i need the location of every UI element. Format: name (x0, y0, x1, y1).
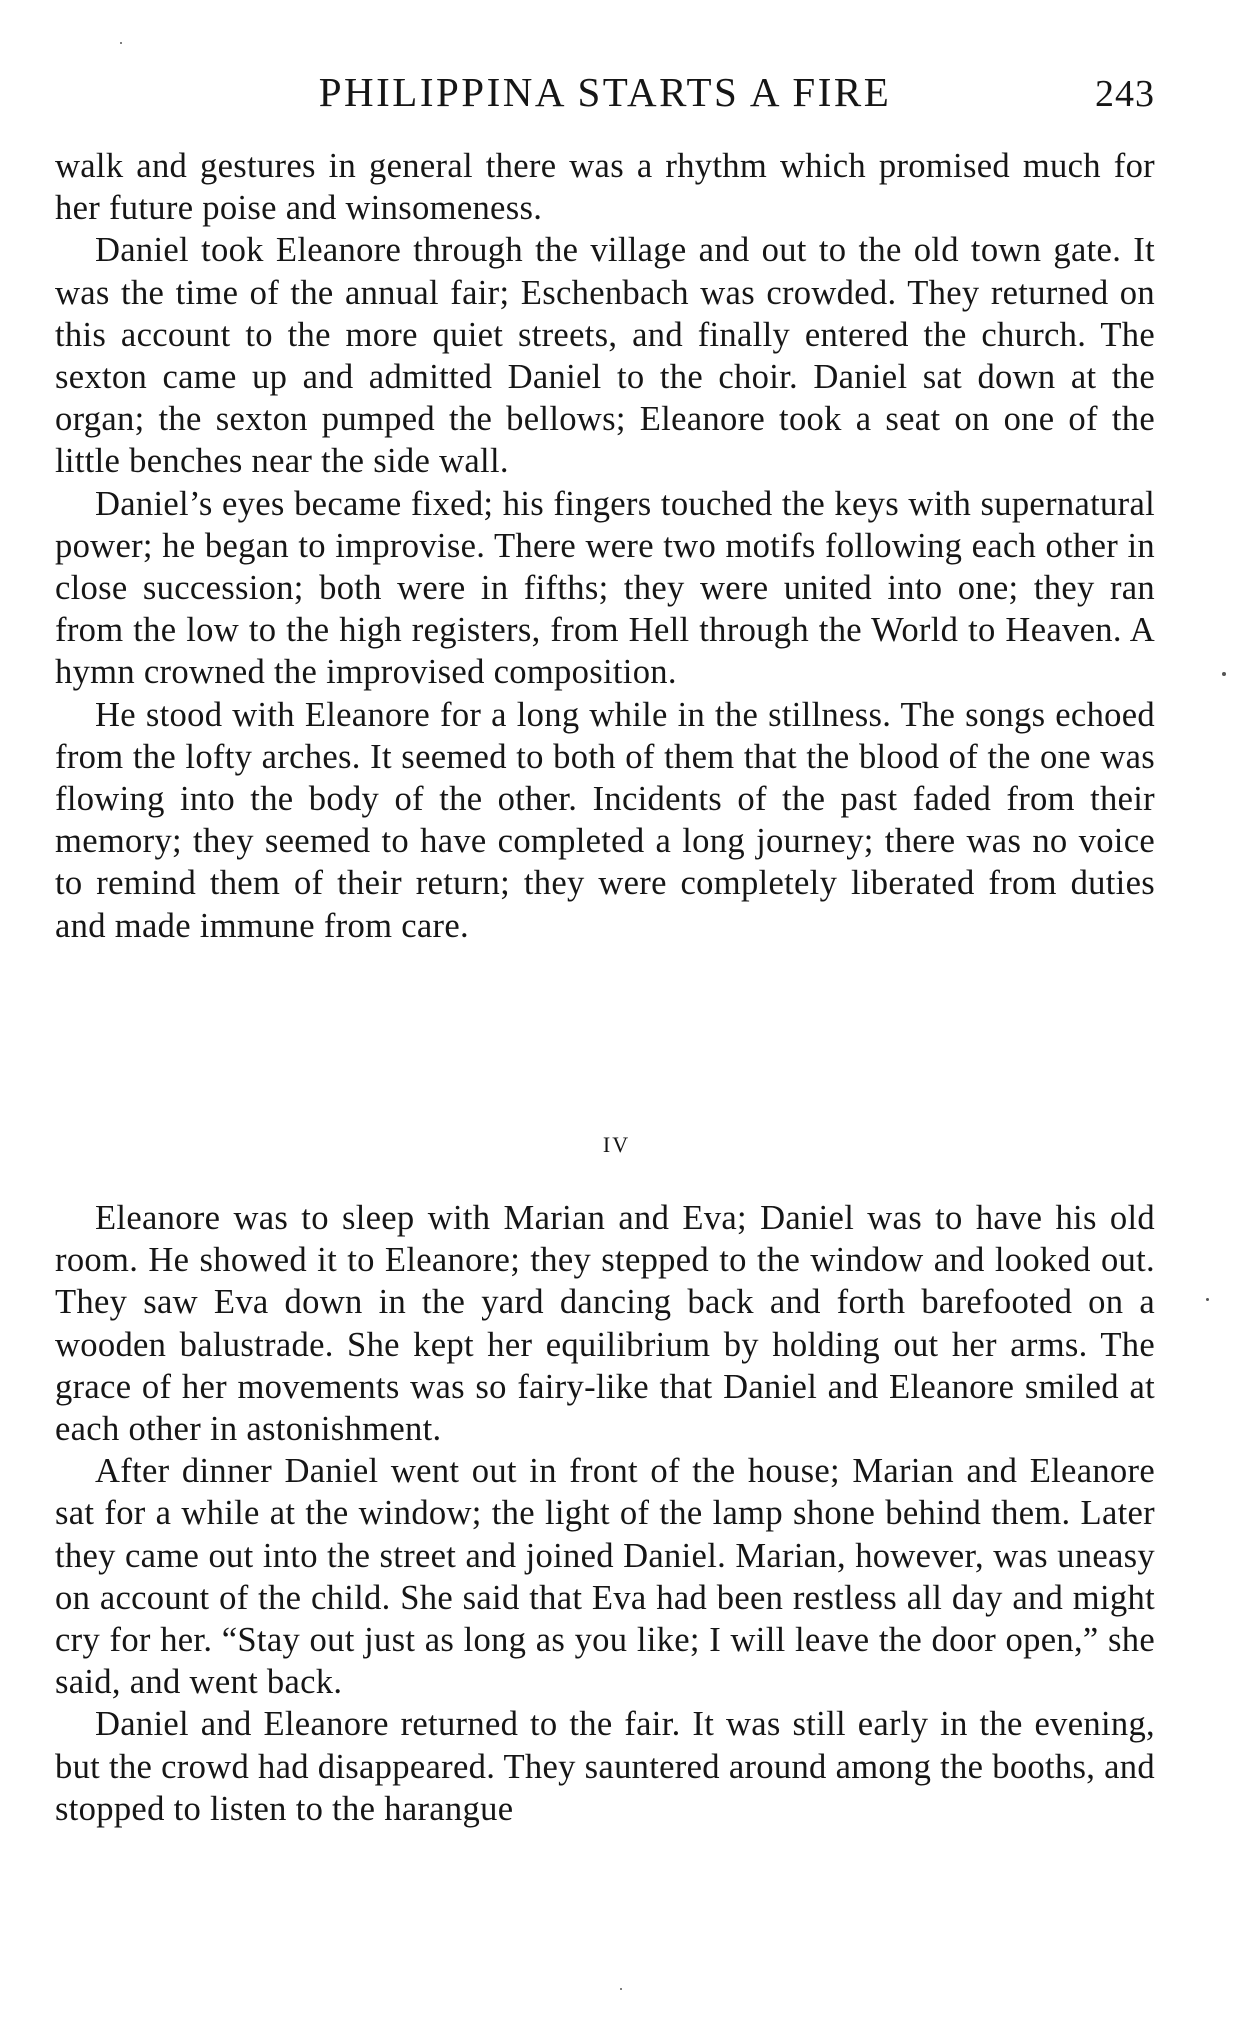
paragraph: Daniel took Eleanore through the village and out to the old town gate. It was the time of the annual fair; Eschenbach was crowded. They returned on this account to the more quiet streets, and finally entered the church. The sexton came up and admitted Daniel to the choir. Daniel sat down at the organ; the sexton pumped the bellows; Eleanore took a seat on one of the little benches near the side wall. (55, 231, 1155, 481)
text-block-before-section (55, 145, 1155, 947)
paragraph: He stood with Eleanore for a long while in the stillness. The songs echoed from the lofty arches. It seemed to both of them that the blood of the one was flowing into the body of the other. Incidents of the past faded from their memory; they seemed to have completed a long journey; there was no voice to remind them of their return; they were completely liberated from duties and made immune from care. (55, 695, 1155, 945)
scan-speck (620, 1988, 622, 1990)
scan-speck (1222, 672, 1226, 676)
paragraph: Daniel’s eyes became fixed; his fingers touched the keys with supernatural power; he began to improvise. There were two motifs following each other in close succession; both were in fifths; they were united into one; they ran from the low to the high registers, from Hell through the World to Heaven. A hymn crowned the improvised composition. (55, 484, 1155, 692)
page-number: 243 (1095, 73, 1155, 115)
scan-speck (1206, 1298, 1209, 1301)
paragraph: walk and gestures in general there was a rhythm which promised much for her future poise and winsomeness. (55, 147, 1155, 228)
section-number: IV (602, 1132, 631, 1157)
paragraph: Daniel and Eleanore returned to the fair. It was still early in the evening, but the crowd had disappeared. They sauntered around among the booths, and stopped to listen to the harangue (55, 1705, 1155, 1828)
running-head (55, 62, 1155, 122)
scan-speck (120, 42, 122, 44)
paragraph: After dinner Daniel went out in front of the house; Marian and Eleanore sat for a while at the window; the light of the lamp shone behind them. Later they came out into the street and joined Daniel. Marian, however, was uneasy on account of the child. She said that Eva had been restless all day and might cry for her. “Stay out just as long as you like; I will leave the door open,” she said, and went back. (55, 1452, 1155, 1702)
paragraph: Eleanore was to sleep with Marian and Eva; Daniel was to have his old room. He showed it to Eleanore; they stepped to the window and looked out. They saw Eva down in the yard dancing back and forth barefooted on a wooden balustrade. She kept her equilibrium by holding out her arms. The grace of her movements was so fairy-like that Daniel and Eleanore smiled at each other in astonishment. (55, 1199, 1155, 1449)
text-block-after-section (55, 1197, 1155, 1830)
chapter-title: PHILIPPINA STARTS A FIRE (318, 69, 892, 115)
